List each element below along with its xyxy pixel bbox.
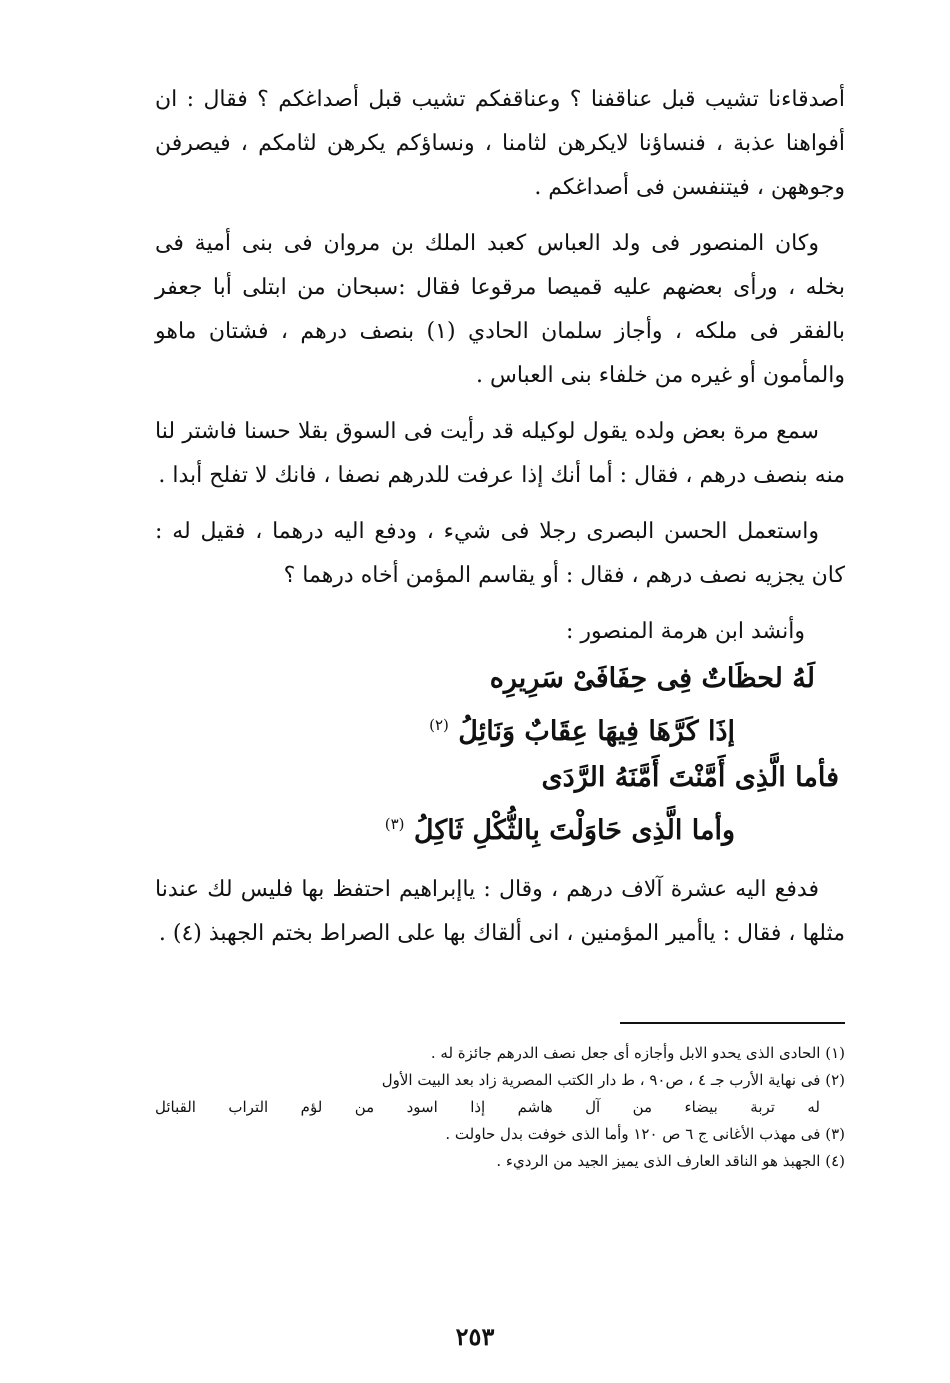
verse-line-2 [155,702,735,755]
verse-line-4 [155,801,735,854]
footnote-ref-2: (٢) [429,716,449,734]
page-number: ٢٥٣ [455,1322,495,1351]
verse-line-3 [155,755,839,801]
poem-intro: وأنشد ابن هرمة المنصور : [566,619,805,644]
paragraph-4: واستعمل الحسن البصرى رجلا فى شيء ، ودفع اليه درهما ، فقيل له : كان يجزيه نصف درهم ، فقال : أو يقاسم المؤمن أخاه درهما ؟ [155,519,845,588]
main-text [155,78,845,968]
footnote-4: (٤) الجهبذ هو الناقد العارف الذى يميز الجيد من الرديء . [496,1152,845,1170]
paragraph-3: سمع مرة بعض ولده يقول لوكيله قد رأيت فى السوق بقلا حسنا فاشتر لنا منه بنصف درهم ، فقال : أما أنك إذا عرفت للدرهم نصفا ، فانك لا تفلح أبدا . [155,419,845,488]
closing-paragraph: فدفع اليه عشرة آلاف درهم ، وقال : ياإبراهيم احتفظ بها فليس لك عندنا مثلها ، فقال : ياأمير المؤمنين ، انى ألقاك بها على الصراط بختم الجهبذ (٤) . [155,877,845,946]
footnotes [155,1040,845,1175]
footnote-2: (٢) فى نهاية الأرب جـ ٤ ، ص٩٠ ، ط دار الكتب المصرية زاد بعد البيت الأول [381,1071,845,1089]
footnote-divider [620,1022,845,1024]
footnote-1: (١) الحادى الذى يحدو الابل وأجازه أى جعل نصف الدرهم جائزة له . [430,1044,845,1062]
verse-line-2-text: إذَا كَرَّهَا فِيهَا عِقَابٌ وَنَائِلُ [458,716,735,747]
verse-line-1 [155,656,815,702]
verse-line-1-text: لَهُ لحظَاتٌ فِى حِفَافَىْ سَرِيرِه [489,663,815,694]
verse-line-3-text: فأما الَّذِى أَمَّنْتَ أَمَّنَهُ الرَّدَى [541,762,839,793]
verse-line-4-text: وأما الَّذِى حَاوَلْتَ بِالثُّكْلِ ثَاكِلُ [413,815,735,846]
footnote-2-verse: له تربة بيضاء من آل هاشم إذا اسود من لؤم التراب القبائل [155,1098,820,1116]
paragraph-1: أصدقاءنا تشيب قبل عناقفنا ؟ وعناقفكم تشيب قبل أصداغكم ؟ فقال : ان أفواهنا عذبة ، فنساؤنا لايكرهن لثامنا ، ونساؤكم يكرهن لثامكم ، فيصرفن وجوههن ، فيتنفسن فى أصداغكم . [155,87,845,200]
footnote-ref-3: (٣) [384,815,405,833]
paragraph-2: وكان المنصور فى ولد العباس كعبد الملك بن مروان فى بنى أمية فى بخله ، ورأى بعضهم عليه قميصا مرقوعا فقال :سبحان من ابتلى أبا جعفر بالفقر فى ملكه ، وأجاز سلمان الحادي (١) بنصف درهم ، فشتان ماهو والمأمون أو غيره من خلفاء بنى العباس . [155,231,845,388]
footnote-3: (٣) فى مهذب الأغانى ج ٦ ص ١٢٠ وأما الذى خوفت بدل حاولت . [445,1125,845,1143]
